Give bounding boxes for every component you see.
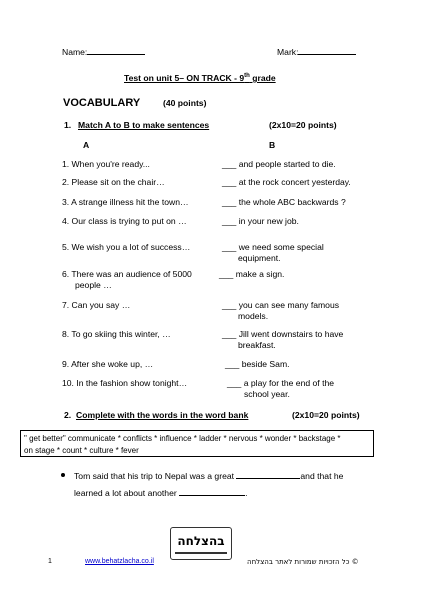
b-item-3[interactable]: ___ the whole ABC backwards ? (222, 197, 346, 207)
a-item-6-cont: people … (75, 280, 112, 290)
b-item-2[interactable]: ___ at the rock concert yesterday. (222, 177, 351, 187)
a-item-10: 10. In the fashion show tonight… (62, 378, 188, 388)
logo-underline (175, 552, 227, 554)
word-bank-box (20, 430, 374, 457)
mark-label: Mark: (277, 47, 299, 57)
b-item-5-cont: equipment. (238, 253, 281, 263)
section1-points: (2x10=20 points) (269, 120, 337, 130)
section2-number: 2. (64, 410, 72, 420)
title-end: grade (249, 73, 276, 83)
logo-text: בהצלחה (177, 534, 225, 548)
test-title (124, 73, 276, 83)
website-link[interactable]: www.behatzlacha.co.il (85, 558, 154, 565)
exercise-sentence-line-2 (74, 487, 248, 498)
bullet-icon (61, 473, 65, 477)
section2-points: (2x10=20 points) (292, 410, 360, 420)
sentence-end: . (245, 488, 248, 498)
b-item-5[interactable]: ___ we need some special (222, 242, 324, 252)
copyright-notice: כל הזכויות שמורות לאתר בהצלחה © (247, 558, 359, 566)
title-main: Test on unit 5– ON TRACK - 9 (124, 73, 245, 83)
b-item-8-cont: breakfast. (238, 340, 276, 350)
name-blank[interactable] (87, 46, 145, 55)
a-item-1: 1. When you're ready... (62, 159, 150, 169)
sentence-part-3: learned a lot about another (74, 488, 180, 498)
b-item-8[interactable]: ___ Jill went downstairs to have (222, 329, 344, 339)
mark-field (277, 46, 356, 57)
name-label: Name: (62, 47, 88, 57)
vocabulary-heading: VOCABULARY (63, 97, 141, 109)
word-bank-line-2: on stage * count * culture * fever (24, 446, 139, 455)
section2-title: Complete with the words in the word bank (76, 410, 249, 420)
name-field (62, 46, 145, 57)
exercise-sentence-line-1 (74, 470, 343, 481)
b-item-10[interactable]: ___ a play for the end of the (227, 378, 335, 388)
sentence-blank-2[interactable] (179, 487, 248, 498)
section1-title: Match A to B to make sentences (78, 120, 210, 130)
title-superscript: th (244, 73, 250, 80)
b-item-6[interactable]: ___ make a sign. (219, 269, 285, 279)
a-item-8: 8. To go skiing this winter, … (62, 329, 171, 339)
a-item-7: 7. Can you say … (62, 300, 131, 310)
a-item-5: 5. We wish you a lot of success… (62, 242, 191, 252)
column-b-header: B (269, 140, 276, 150)
b-item-9[interactable]: ___ beside Sam. (225, 359, 290, 369)
behatzlacha-logo (170, 527, 232, 560)
b-item-7[interactable]: ___ you can see many famous (222, 300, 340, 310)
a-item-2: 2. Please sit on the chair… (62, 177, 165, 187)
b-item-4[interactable]: ___ in your new job. (222, 216, 299, 226)
sentence-part-2: and that he (300, 471, 344, 481)
section1-number: 1. (64, 120, 72, 130)
b-item-1[interactable]: ___ and people started to die. (222, 159, 336, 169)
mark-blank[interactable] (298, 46, 356, 55)
a-item-9: 9. After she woke up, … (62, 359, 154, 369)
word-bank-line-1: " get better" communicate * conflicts * influence * ladder * nervous * wonder * backstage * (24, 434, 341, 443)
sentence-part-1: Tom said that his trip to Nepal was a great (74, 471, 237, 481)
a-item-3: 3. A strange illness hit the town… (62, 197, 189, 207)
a-item-4: 4. Our class is trying to put on … (62, 216, 187, 226)
vocabulary-points: (40 points) (163, 98, 207, 108)
sentence-blank-1[interactable] (236, 470, 300, 479)
b-item-7-cont: models. (238, 311, 269, 321)
column-a-header: A (83, 140, 90, 150)
a-item-6: 6. There was an audience of 5000 (62, 269, 192, 279)
page-number: 1 (48, 558, 52, 565)
b-item-10-cont: school year. (244, 389, 290, 399)
